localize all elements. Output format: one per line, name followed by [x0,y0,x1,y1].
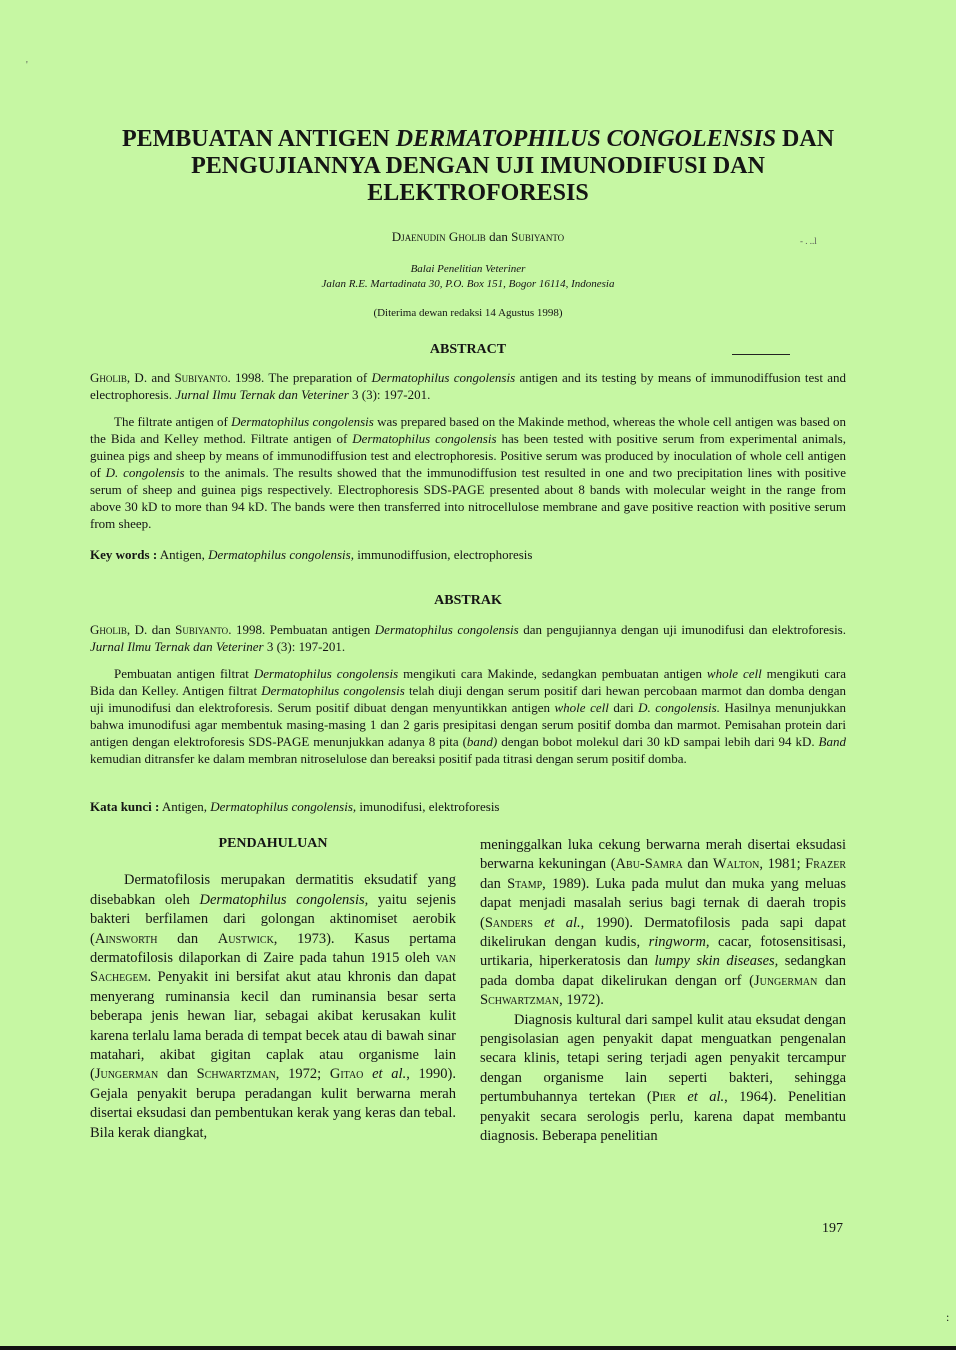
abstrak-keywords: Kata kunci : Antigen, Dermatophilus congolensis, imunodifusi, elektroforesis [90,799,500,814]
paper-title: PEMBUATAN ANTIGEN DERMATOPHILUS CONGOLENSIS DAN PENGUJIANNYA DENGAN UJI IMUNODIFUSI DAN ELEKTROFORESIS [121,126,835,206]
abstrak-citation: Gholib, D. dan Subiyanto. 1998. Pembuatan antigen Dermatophilus congolensis dan pengujiannya dengan uji imunodifusi dan elektroforesis. Jurnal Ilmu Ternak dan Veteriner 3 (3): 197-201. [90,622,846,654]
intro-paragraph-1-cont: meninggalkan luka cekung berwarna merah disertai eksudasi berwarna kekuningan (Abu-Samra dan Walton, 1981; Frazer dan Stamp, 1989). Luka pada mulut dan muka yang meluas dapat menjadi masalah serius bagi ternak di daerah tropis (Sanders et al., 1990). Dermatofilosis pada sapi dapat dikelirukan dengan kudis, ringworm, cacar, fotosensitisasi, urtikaria, hiperkeratosis dan lumpy skin diseases, sedangkan pada domba dapat dikelirukan dengan orf (Jungerman dan Schwartzman, 1972). [480,837,847,1009]
decorative-mark: - . ..l [800,236,817,246]
intro-heading: PENDAHULUAN [218,836,328,851]
decorative-rule [732,354,790,355]
abstrak-heading: ABSTRAK [434,593,502,608]
intro-paragraph-2: Diagnosis kultural dari sampel kulit atau eksudat dengan pengisolasian agen penyakit dapat menguatkan pengenalan secara klinis, tetapi sering terjadi agen penyakit tercampur dengan organisme lain seperti bakteri, sehingga pertumbuhannya tertekan (Pier et al., 1964). Penelitian penyakit secara serologis perlu, karena dapat membantu diagnosis. Beberapa penelitian [480,1011,846,1145]
intro-left-column [90,834,456,1143]
edge-mark: : [946,1310,950,1324]
intro-right-column [480,836,846,1147]
abstract-heading: ABSTRACT [429,342,507,357]
affiliation: Balai Penelitian Veteriner Jalan R.E. Martadinata 30, P.O. Box 151, Bogor 16114, Indonesia [321,263,615,290]
bottom-edge [0,1346,956,1350]
intro-paragraph-1: Dermatofilosis merupakan dermatitis eksudatif yang disebabkan oleh Dermatophilus congolensis, yaitu sejenis bakteri berfilamen dari golongan aktinomiset aerobik (Ainsworth dan Austwick, 1973). Kasus pertama dermatofilosis dilaporkan di Zaire pada tahun 1915 oleh van Sachegem. Penyakit ini bersifat akut atau khronis dan dapat menyerang ruminansia kecil dan ruminansia besar serta beberapa jenis hewan liar, sebagai akibat kerusakan kulit karena terlalu lama berada di tempat becek atau di bawah sinar matahari, akibat gigitan caplak atau organisme lain (Jungerman dan Schwartzman, 1972; Gitao et al., 1990). Gejala penyakit berupa peradangan kulit berwarna merah disertai eksudasi dan pembentukan kerak yang keras dan tebal. Bila kerak diangkat, [90,872,457,1141]
abstrak-body: Pembuatan antigen filtrat Dermatophilus congolensis mengikuti cara Makinde, sedangkan pembuatan antigen whole cell mengikuti cara Bida dan Kelley. Antigen filtrat Dermatophilus congolensis telah diuji dengan serum positif dari hewan percobaan marmot dan domba dengan uji imunodifusi dan elektroforesis. Serum positif dibuat dengan menyuntikkan antigen whole cell dari D. congolensis. Hasilnya menunjukkan bahwa imunodifusi agar membentuk masing-masing 1 dan 2 garis presipitasi dengan serum positif domba dan marmot. Pemisahan protein dari antigen dengan elektroforesis SDS-PAGE menunjukkan adanya 8 pita (band) dengan bobot molekul dari 30 kD sampai lebih dari 94 kD. Band kemudian ditransfer ke dalam membran nitroselulose dan bereaksi positif pada titrasi dengan serum positif domba. [90,666,847,766]
abstract-citation: Gholib, D. and Subiyanto. 1998. The preparation of Dermatophilus congolensis antigen and its testing by means of immunodiffusion test and electrophoresis. Jurnal Ilmu Ternak dan Veteriner 3 (3): 197-201. [90,370,846,402]
author-line: Djaenudin Gholib dan Subiyanto [391,229,565,244]
received-date: (Diterima dewan redaksi 14 Agustus 1998) [373,307,563,319]
abstract-keywords: Key words : Antigen, Dermatophilus congolensis, immunodiffusion, electrophoresis [90,547,533,562]
page-number: 197 [822,1221,843,1236]
abstract-body: The filtrate antigen of Dermatophilus congolensis was prepared based on the Makinde method, whereas the whole cell antigen was based on the Bida and Kelley method. Filtrate antigen of Dermatophilus congolensis has been tested with positive serum from experimental animals, guinea pigs and sheep by means of immunodiffusion test and electrophoresis. Positive serum was produced by inoculation of whole cell antigen of D. congolensis to the animals. The results showed that the immunodiffusion test resulted in one and two precipitation lines with positive serum of sheep and guinea pigs respectively. Electrophoresis SDS-PAGE presented about 8 bands with molecular weight in the range from above 30 kD to more than 94 kD. The bands were then transferred into nitrocellulose membrane and gave positive reaction with positive serum from sheep. [90,414,846,531]
stray-mark: ' [26,60,28,71]
